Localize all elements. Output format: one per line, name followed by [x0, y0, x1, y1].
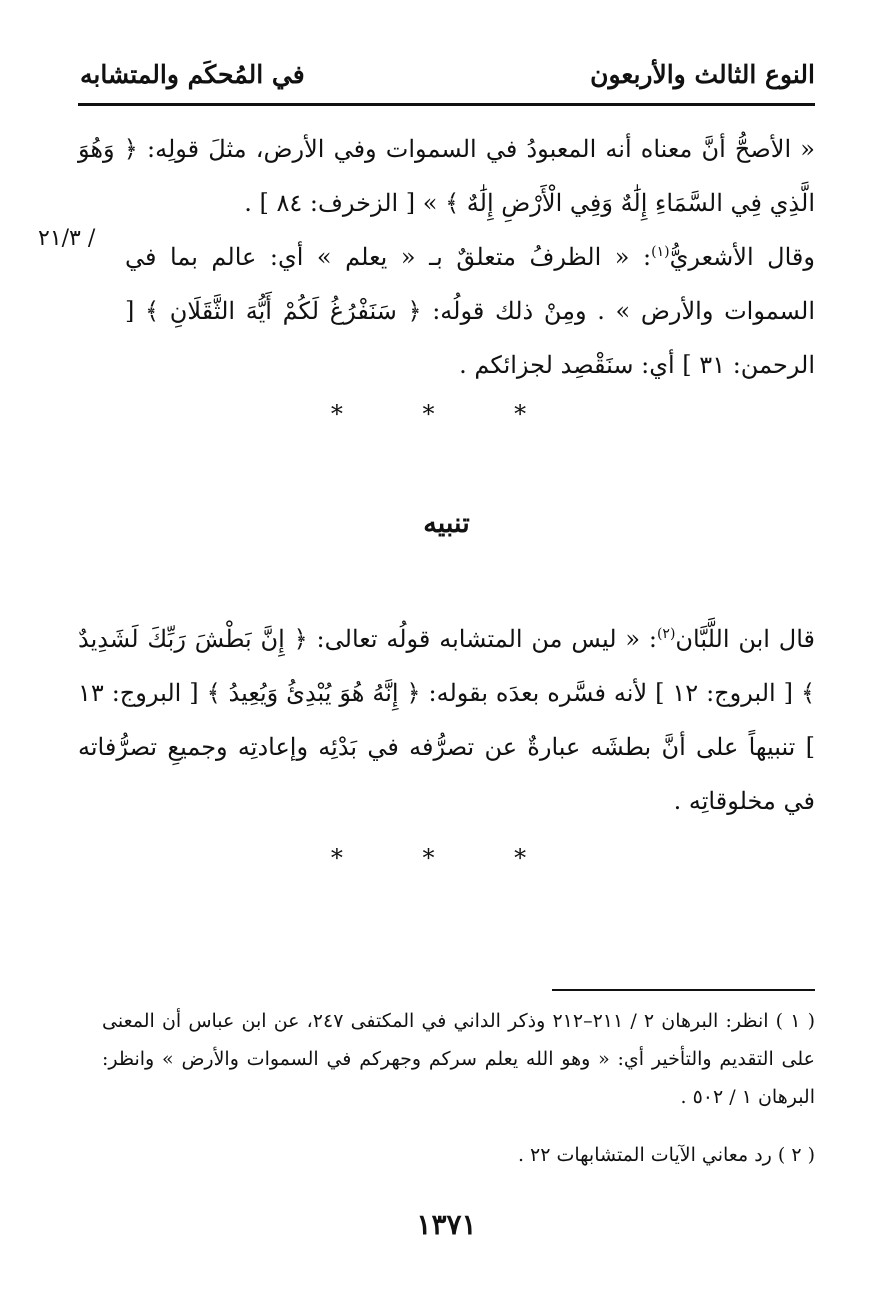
paragraph-1-citation: » [ الزخرف: ٨٤ ] . — [244, 189, 446, 217]
footnote-1: ( ١ ) انظر: البرهان ٢ / ٢١١–٢١٢ وذكر الداني في المكتفى ٢٤٧، عن ابن عباس أن المعنى على التقديم والتأخير أي: « وهو الله يعلم سركم وجهركم في السموات والأرض » وانظر: البرهان ١ / ٥٠٢ . — [102, 1010, 816, 1108]
section-title: تنبيه — [423, 508, 470, 539]
page-number: ١٣٧١ — [416, 1208, 477, 1241]
quran-verse: ﴿ وَهُوَ الَّذِي فِي السَّمَاءِ إِلَٰهٌ وَفِي الْأَرْضِ إِلَٰهٌ ﴾ — [78, 135, 815, 217]
section-separator: * * * — [330, 400, 563, 428]
footnote-marker-1[interactable]: (١) — [651, 244, 670, 260]
section-separator: * * * — [330, 844, 563, 872]
quran-verse: ﴿ سَنَفْرُغُ لَكُمْ أَيُّهَ الثَّقَلَانِ ﴾ — [145, 297, 422, 325]
footnote-marker-2[interactable]: (٢) — [656, 626, 676, 642]
footnote-2: ( ٢ ) رد معاني الآيات المتشابهات ٢٢ . — [517, 1144, 815, 1166]
paragraph-3-text: قال ابن اللَّبَّان — [675, 625, 816, 653]
paragraph-3 — [78, 612, 815, 828]
quran-verse: ﴿ إِنَّ بَطْشَ رَبِّكَ لَشَدِيدٌ ﴾ — [78, 625, 815, 707]
header-section-title: في المُحكَم والمتشابه — [80, 59, 305, 89]
running-header — [80, 48, 815, 100]
paragraph-2-text: وقال الأشعريُّ — [669, 243, 815, 271]
margin-reference: / ٢١/٣ — [38, 226, 96, 251]
paragraph-1 — [78, 122, 815, 230]
header-divider — [78, 103, 815, 106]
paragraph-3-text-end: [ البروج: ١٣ ] تنبيهاً على أنَّ بطشَه عبارةٌ عن تصرُّفه في بَدْئِه وإعادتِه وجميعِ تصرُّفاته في مخلوقاتِه . — [78, 679, 815, 815]
paragraph-2 — [125, 230, 815, 392]
paragraph-1-text: « الأصحُّ أنَّ معناه أنه المعبودُ في السموات وفي الأرض، مثلَ قولِه: — [137, 135, 815, 163]
header-chapter-title: النوع الثالث والأربعون — [590, 59, 815, 89]
quran-verse: ﴿ إِنَّهُ هُوَ يُبْدِئُ وَيُعِيدُ ﴾ — [206, 679, 421, 707]
paragraph-3-citation: [ البروج: ١٢ ] لأنه فسَّره بعدَه بقوله: — [420, 679, 801, 707]
paragraph-2-citation: [ الرحمن: ٣١ ] أي: سنَقْصِد لجزائكم . — [125, 297, 815, 379]
paragraph-2-text-cont: : « الظرفُ متعلقٌ بـ « يعلم » أي: عالم بما في السموات والأرض » . ومِنْ ذلك قولُه: — [125, 243, 815, 325]
footnote-divider — [552, 989, 815, 991]
paragraph-3-text-cont: : « ليس من المتشابه قولُه تعالى: — [307, 625, 657, 653]
